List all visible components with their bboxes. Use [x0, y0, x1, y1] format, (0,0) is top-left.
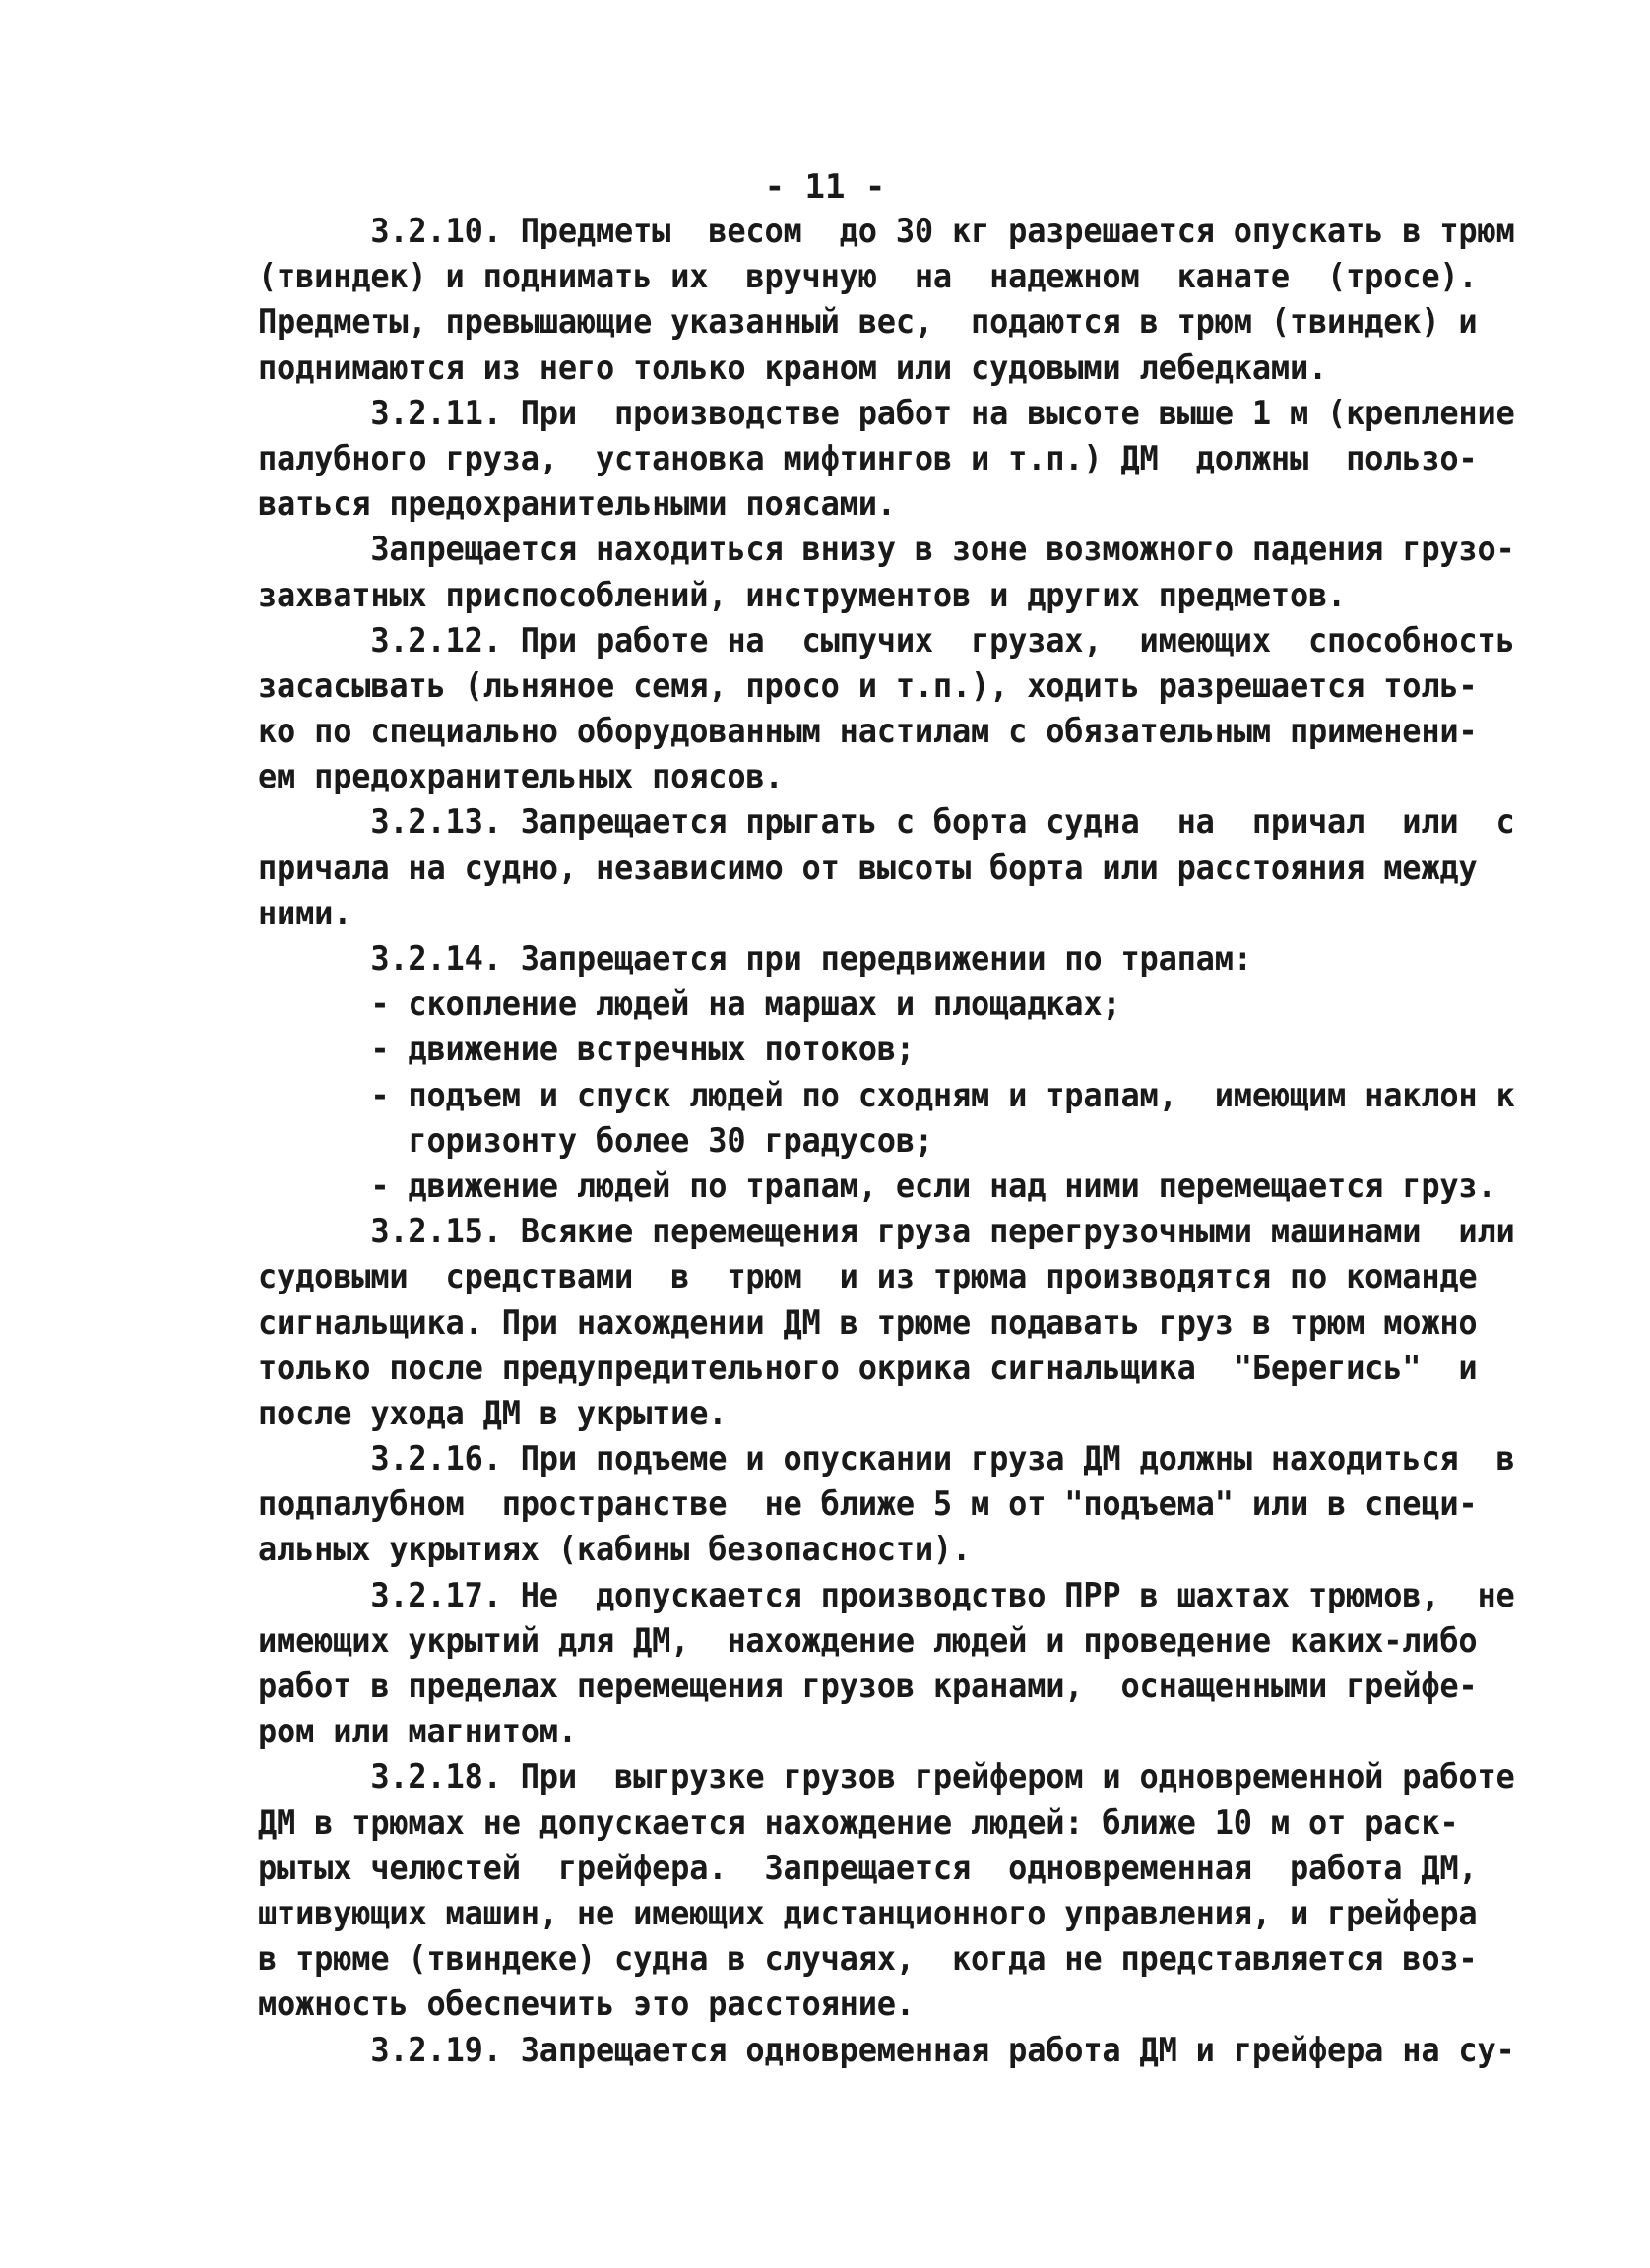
- text-line: судовыми средствами в трюм и из трюма производятся по команде: [258, 1257, 1478, 1297]
- text-line: можность обеспечить это расстояние.: [258, 1984, 915, 2025]
- text-line: Запрещается находиться внизу в зоне возможного падения грузо-: [258, 530, 1515, 570]
- text-line: ДМ в трюмах не допускается нахождение людей: ближе 10 м от раск-: [258, 1802, 1459, 1843]
- text-line: 3.2.19. Запрещается одновременная работа ДМ и грейфера на су-: [258, 2030, 1515, 2070]
- text-line: 3.2.14. Запрещается при передвижении по трапам:: [258, 939, 1252, 978]
- text-line: подпалубном пространстве не ближе 5 м от "подъема" или в специ-: [258, 1484, 1478, 1525]
- text-line: работ в пределах перемещения грузов кранами, оснащенными грейфе-: [258, 1667, 1478, 1706]
- text-line: только после предупредительного окрика сигнальщика "Берегись" и: [258, 1348, 1478, 1388]
- text-line: 3.2.10. Предметы весом до 30 кг разрешается опускать в трюм: [258, 212, 1515, 251]
- text-line: 3.2.12. При работе на сыпучих грузах, имеющих способность: [258, 620, 1515, 661]
- text-line: (твиндек) и поднимать их вручную на надежном канате (тросе).: [258, 257, 1478, 297]
- text-line: - движение встречных потоков;: [258, 1030, 915, 1070]
- text-line: засасывать (льняное семя, просо и т.п.), ходить разрешается толь-: [258, 665, 1478, 706]
- text-line: поднимаются из него только краном или судовыми лебедками.: [258, 347, 1328, 388]
- text-line: штивующих машин, не имеющих дистанционного управления, и грейфера: [258, 1893, 1478, 1933]
- text-line: 3.2.17. Не допускается производство ПРР в шахтах трюмов, не: [258, 1575, 1515, 1615]
- body-text: [258, 209, 1515, 2073]
- text-line: - скопление людей на маршах и площадках;: [258, 984, 1121, 1025]
- text-line: горизонту более 30 градусов;: [258, 1120, 933, 1161]
- text-line: Предметы, превышающие указанный вес, подаются в трюм (твиндек) и: [258, 302, 1478, 343]
- text-line: ко по специально оборудованным настилам с обязательным применени-: [258, 712, 1478, 752]
- text-line: - подъем и спуск людей по сходням и трапам, имеющим наклон к: [258, 1075, 1515, 1115]
- text-line: ними.: [258, 893, 352, 933]
- text-line: причала на судно, независимо от высоты борта или расстояния между: [258, 848, 1478, 888]
- text-line: сигнальщика. При нахождении ДМ в трюме подавать груз в трюм можно: [258, 1302, 1478, 1343]
- text-line: 3.2.16. При подъеме и опускании груза ДМ должны находиться в: [258, 1439, 1515, 1480]
- text-line: палубного груза, установка мифтингов и т.п.) ДМ должны пользо-: [258, 438, 1478, 478]
- text-line: ем предохранительных поясов.: [258, 757, 784, 797]
- page-number: - 11 -: [764, 167, 886, 207]
- text-line: захватных приспособлений, инструментов и других предметов.: [258, 575, 1347, 615]
- text-line: ром или магнитом.: [258, 1712, 577, 1752]
- text-line: 3.2.18. При выгрузке грузов грейфером и одновременной работе: [258, 1757, 1515, 1797]
- text-line: 3.2.13. Запрещается прыгать с борта судна на причал или с: [258, 802, 1515, 843]
- text-line: имеющих укрытий для ДМ, нахождение людей и проведение каких-либо: [258, 1620, 1478, 1661]
- text-line: - движение людей по трапам, если над ними перемещается груз.: [258, 1166, 1496, 1206]
- text-line: 3.2.11. При производстве работ на высоте выше 1 м (крепление: [258, 393, 1515, 433]
- text-line: ваться предохранительными поясами.: [258, 484, 896, 525]
- text-line: альных укрытиях (кабины безопасности).: [258, 1530, 972, 1570]
- text-line: 3.2.15. Всякие перемещения груза перегрузочными машинами или: [258, 1212, 1515, 1252]
- text-line: рытых челюстей грейфера. Запрещается одновременная работа ДМ,: [258, 1848, 1478, 1888]
- text-line: в трюме (твиндеке) судна в случаях, когда не представляется воз-: [258, 1939, 1478, 1980]
- text-line: после ухода ДМ в укрытие.: [258, 1393, 728, 1433]
